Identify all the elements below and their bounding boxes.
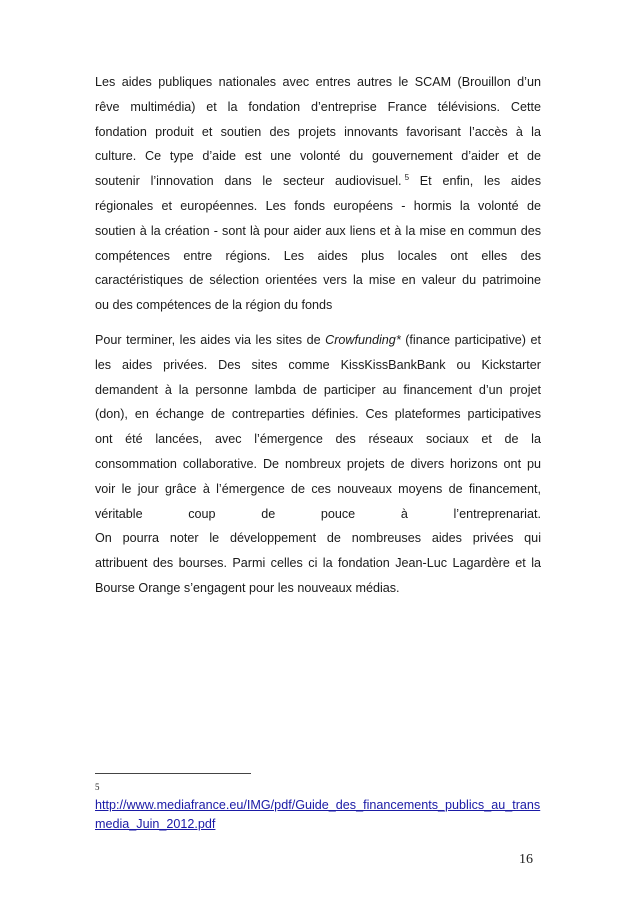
page-number: 16 [519,852,533,867]
text-fragment: soutenir l’innovation dans le secteur audiovisuel. [95,174,402,189]
text-line: (don), en échange de contreparties définies. Ces plateformes participatives [95,407,541,422]
footnote-reference[interactable]: 5 [404,173,410,183]
text-line: soutien à la création - sont là pour aider aux liens et à la mise en commun des [95,223,541,238]
text-line: rêve multimédia) et la fondation d’entreprise France télévisions. Cette [95,99,541,114]
text-line: On pourra noter le développement de nombreuses aides privées qui [95,531,541,546]
text-fragment: Pour terminer, les aides via les sites de [95,332,326,347]
text-line: les aides privées. Des sites comme KissKissBankBank ou Kickstarter [95,357,541,372]
text-line: demandent à la personne lambda de participer au financement d’un projet [95,382,541,397]
text-line: ont été lancées, avec l’émergence des réseaux sociaux et de la [95,432,541,447]
footnote-link[interactable]: http://www.mediafrance.eu/IMG/pdf/Guide_des_financements_publics_au_transmedia_Juin_2012.pdf [95,798,541,831]
footnote-number: 5 [95,782,100,792]
text-line: consommation collaborative. De nombreux projets de divers horizons ont pu [95,456,541,471]
text-line: Bourse Orange s’engagent pour les nouveaux médias. [95,580,400,595]
paragraph-public-aid [95,70,541,318]
text-line: voir le jour grâce à l’émergence de ces nouveaux moyens de financement, [95,481,541,496]
italic-term: Crowfunding* [325,332,401,347]
text-line: ou des compétences de la région du fonds [95,298,333,313]
text-line [95,328,541,353]
text-line: véritable coup de pouce à l’entreprenariat. [95,506,541,521]
text-line: compétences entre régions. Les aides plus locales ont elles des [95,248,541,263]
text-line: fondation produit et soutien des projets innovants favorisant l’accès à la [95,124,541,139]
text-fragment: Et enfin, les aides [419,174,541,189]
footnote-separator [95,773,251,774]
text-line: caractéristiques de sélection orientées vers la mise en valeur du patrimoine [95,273,541,288]
text-line-with-footnote [95,169,541,194]
text-line: attribuent des bourses. Parmi celles ci la fondation Jean-Luc Lagardère et la [95,556,541,571]
text-fragment: (finance participative) et [400,332,541,347]
text-line: régionales et européennes. Les fonds européens - hormis la volonté de [95,198,541,213]
text-line: culture. Ce type d’aide est une volonté du gouvernement d’aider et de [95,149,541,164]
paragraph-private-aid [95,328,541,601]
body-text [95,70,541,601]
text-line: Les aides publiques nationales avec entres autres le SCAM (Brouillon d’un [95,75,541,89]
